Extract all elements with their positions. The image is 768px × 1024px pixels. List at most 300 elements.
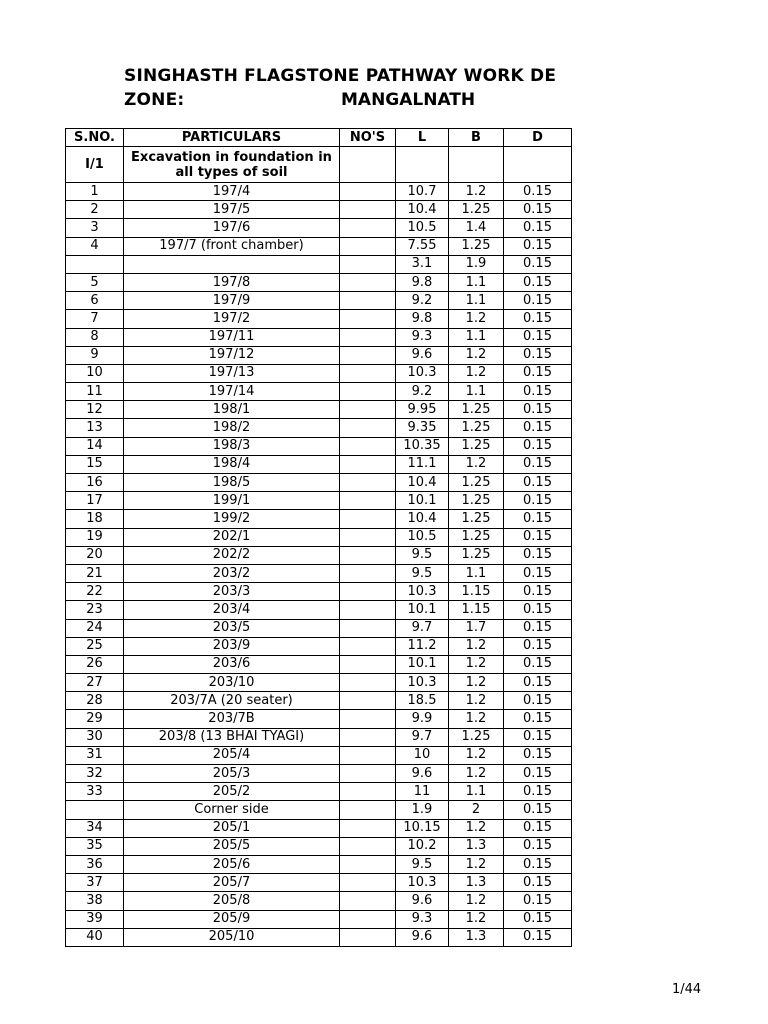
cell-depth: 0.15 <box>504 328 572 346</box>
cell-length: 10.5 <box>396 219 449 237</box>
cell-depth: 0.15 <box>504 728 572 746</box>
table-row <box>66 383 572 401</box>
cell-breadth: 1.15 <box>449 583 504 601</box>
cell-length: 10.3 <box>396 364 449 382</box>
cell-sno: 29 <box>66 710 124 728</box>
cell-sno: 2 <box>66 201 124 219</box>
cell-length: 9.5 <box>396 855 449 873</box>
cell-particulars: 203/6 <box>124 655 340 673</box>
cell-length: 10.4 <box>396 201 449 219</box>
cell-particulars: 205/8 <box>124 892 340 910</box>
cell-breadth: 1.2 <box>449 183 504 201</box>
cell-breadth: 1.25 <box>449 237 504 255</box>
table-row <box>66 237 572 255</box>
cell-length: 10.3 <box>396 583 449 601</box>
cell-particulars: 203/2 <box>124 564 340 582</box>
cell-breadth: 1.25 <box>449 201 504 219</box>
table-row <box>66 310 572 328</box>
table-row <box>66 510 572 528</box>
cell-breadth: 1.25 <box>449 474 504 492</box>
cell-length: 10.5 <box>396 528 449 546</box>
cell-particulars: 205/2 <box>124 783 340 801</box>
cell-nos <box>340 255 396 273</box>
cell-particulars: 203/8 (13 BHAI TYAGI) <box>124 728 340 746</box>
cell-length: 9.6 <box>396 928 449 946</box>
cell-nos <box>340 546 396 564</box>
cell-depth: 0.15 <box>504 674 572 692</box>
cell-nos <box>340 383 396 401</box>
cell-sno: 19 <box>66 528 124 546</box>
cell-particulars: 197/14 <box>124 383 340 401</box>
cell-sno: 12 <box>66 401 124 419</box>
cell-particulars: 197/12 <box>124 346 340 364</box>
cell-depth: 0.15 <box>504 401 572 419</box>
table-row <box>66 765 572 783</box>
cell-breadth: 1.1 <box>449 564 504 582</box>
table-row <box>66 928 572 946</box>
cell-depth: 0.15 <box>504 619 572 637</box>
table-row <box>66 546 572 564</box>
cell-nos <box>340 874 396 892</box>
cell-sno: 15 <box>66 455 124 473</box>
table-row <box>66 437 572 455</box>
section-particulars: Excavation in foundation in all types of soil <box>124 147 340 183</box>
cell-breadth: 1.25 <box>449 419 504 437</box>
cell-length: 9.7 <box>396 728 449 746</box>
cell-length: 10.4 <box>396 510 449 528</box>
cell-length: 9.2 <box>396 383 449 401</box>
cell-breadth: 1.3 <box>449 928 504 946</box>
table-row <box>66 619 572 637</box>
table-row <box>66 183 572 201</box>
cell-breadth: 1.7 <box>449 619 504 637</box>
cell-depth: 0.15 <box>504 819 572 837</box>
table-row <box>66 292 572 310</box>
cell-particulars: 205/4 <box>124 746 340 764</box>
cell-depth: 0.15 <box>504 855 572 873</box>
table-row <box>66 474 572 492</box>
cell-depth: 0.15 <box>504 437 572 455</box>
cell-breadth: 1.4 <box>449 219 504 237</box>
cell-breadth: 1.2 <box>449 455 504 473</box>
cell-sno: 31 <box>66 746 124 764</box>
cell-depth: 0.15 <box>504 746 572 764</box>
cell-breadth: 1.1 <box>449 273 504 291</box>
cell-particulars: 197/7 (front chamber) <box>124 237 340 255</box>
cell-nos <box>340 237 396 255</box>
cell-nos <box>340 183 396 201</box>
cell-depth: 0.15 <box>504 455 572 473</box>
table-row <box>66 892 572 910</box>
cell-breadth: 1.2 <box>449 710 504 728</box>
cell-length: 10.3 <box>396 674 449 692</box>
cell-nos <box>340 674 396 692</box>
zone-label: ZONE: <box>124 90 185 110</box>
cell-nos <box>340 201 396 219</box>
cell-length: 10.1 <box>396 492 449 510</box>
cell-sno: 9 <box>66 346 124 364</box>
cell-nos <box>340 619 396 637</box>
cell-nos <box>340 783 396 801</box>
cell-length: 10.15 <box>396 819 449 837</box>
cell-breadth: 1.9 <box>449 255 504 273</box>
cell-particulars: 198/1 <box>124 401 340 419</box>
section-nos <box>340 147 396 183</box>
cell-breadth: 1.2 <box>449 674 504 692</box>
cell-sno: 34 <box>66 819 124 837</box>
cell-nos <box>340 601 396 619</box>
cell-nos <box>340 655 396 673</box>
cell-length: 9.2 <box>396 292 449 310</box>
cell-sno: 8 <box>66 328 124 346</box>
cell-length: 9.5 <box>396 546 449 564</box>
cell-depth: 0.15 <box>504 765 572 783</box>
cell-breadth: 1.2 <box>449 655 504 673</box>
cell-sno: 16 <box>66 474 124 492</box>
table-row <box>66 364 572 382</box>
cell-depth: 0.15 <box>504 801 572 819</box>
cell-nos <box>340 437 396 455</box>
cell-particulars: 197/4 <box>124 183 340 201</box>
header-breadth: B <box>449 129 504 147</box>
table-row <box>66 455 572 473</box>
cell-length: 3.1 <box>396 255 449 273</box>
cell-depth: 0.15 <box>504 183 572 201</box>
cell-depth: 0.15 <box>504 237 572 255</box>
cell-nos <box>340 692 396 710</box>
cell-breadth: 1.15 <box>449 601 504 619</box>
cell-depth: 0.15 <box>504 364 572 382</box>
cell-depth: 0.15 <box>504 874 572 892</box>
cell-depth: 0.15 <box>504 892 572 910</box>
cell-nos <box>340 910 396 928</box>
cell-particulars: 199/2 <box>124 510 340 528</box>
cell-sno: 13 <box>66 419 124 437</box>
cell-sno <box>66 255 124 273</box>
cell-length: 9.95 <box>396 401 449 419</box>
cell-particulars: 205/6 <box>124 855 340 873</box>
cell-breadth: 1.25 <box>449 437 504 455</box>
cell-length: 11 <box>396 783 449 801</box>
cell-depth: 0.15 <box>504 928 572 946</box>
cell-nos <box>340 728 396 746</box>
cell-particulars: 197/8 <box>124 273 340 291</box>
cell-nos <box>340 710 396 728</box>
cell-depth: 0.15 <box>504 255 572 273</box>
cell-depth: 0.15 <box>504 564 572 582</box>
cell-breadth: 1.25 <box>449 401 504 419</box>
table-row <box>66 801 572 819</box>
cell-length: 10.1 <box>396 601 449 619</box>
cell-length: 1.9 <box>396 801 449 819</box>
document-title: SINGHASTH FLAGSTONE PATHWAY WORK DE <box>124 66 557 86</box>
cell-nos <box>340 364 396 382</box>
cell-particulars: 203/10 <box>124 674 340 692</box>
cell-length: 9.6 <box>396 892 449 910</box>
cell-sno: 28 <box>66 692 124 710</box>
cell-breadth: 1.3 <box>449 874 504 892</box>
section-l <box>396 147 449 183</box>
cell-particulars: 205/7 <box>124 874 340 892</box>
cell-particulars: 197/5 <box>124 201 340 219</box>
header-row <box>66 129 572 147</box>
table-row <box>66 692 572 710</box>
cell-nos <box>340 346 396 364</box>
cell-sno: 30 <box>66 728 124 746</box>
cell-breadth: 1.2 <box>449 910 504 928</box>
cell-depth: 0.15 <box>504 383 572 401</box>
cell-particulars: 202/1 <box>124 528 340 546</box>
cell-nos <box>340 310 396 328</box>
cell-sno: 4 <box>66 237 124 255</box>
cell-particulars: 197/9 <box>124 292 340 310</box>
cell-particulars: 202/2 <box>124 546 340 564</box>
table-row <box>66 674 572 692</box>
cell-depth: 0.15 <box>504 273 572 291</box>
header-length: L <box>396 129 449 147</box>
table-row <box>66 910 572 928</box>
cell-breadth: 1.25 <box>449 528 504 546</box>
cell-depth: 0.15 <box>504 583 572 601</box>
cell-depth: 0.15 <box>504 837 572 855</box>
cell-sno: 23 <box>66 601 124 619</box>
cell-nos <box>340 528 396 546</box>
cell-sno: 10 <box>66 364 124 382</box>
table-row <box>66 874 572 892</box>
table-row <box>66 255 572 273</box>
cell-breadth: 1.2 <box>449 765 504 783</box>
section-row <box>66 147 572 183</box>
cell-sno: 32 <box>66 765 124 783</box>
cell-depth: 0.15 <box>504 492 572 510</box>
cell-breadth: 1.2 <box>449 637 504 655</box>
cell-depth: 0.15 <box>504 655 572 673</box>
cell-nos <box>340 819 396 837</box>
cell-nos <box>340 474 396 492</box>
cell-nos <box>340 746 396 764</box>
table-row <box>66 492 572 510</box>
header-depth: D <box>504 129 572 147</box>
cell-particulars: 203/5 <box>124 619 340 637</box>
table-row <box>66 419 572 437</box>
cell-particulars: 198/3 <box>124 437 340 455</box>
cell-breadth: 1.3 <box>449 837 504 855</box>
cell-sno: 25 <box>66 637 124 655</box>
cell-breadth: 1.2 <box>449 892 504 910</box>
cell-depth: 0.15 <box>504 346 572 364</box>
section-sno: I/1 <box>66 147 124 183</box>
cell-particulars: 203/3 <box>124 583 340 601</box>
cell-depth: 0.15 <box>504 510 572 528</box>
cell-length: 11.2 <box>396 637 449 655</box>
cell-length: 9.8 <box>396 273 449 291</box>
cell-sno <box>66 801 124 819</box>
cell-breadth: 1.2 <box>449 364 504 382</box>
table-row <box>66 564 572 582</box>
cell-sno: 21 <box>66 564 124 582</box>
cell-sno: 1 <box>66 183 124 201</box>
cell-length: 10.2 <box>396 837 449 855</box>
header-sno: S.NO. <box>66 129 124 147</box>
cell-sno: 3 <box>66 219 124 237</box>
cell-length: 9.3 <box>396 328 449 346</box>
table-row <box>66 328 572 346</box>
cell-depth: 0.15 <box>504 419 572 437</box>
cell-nos <box>340 801 396 819</box>
cell-sno: 24 <box>66 619 124 637</box>
cell-nos <box>340 419 396 437</box>
cell-sno: 20 <box>66 546 124 564</box>
cell-breadth: 1.25 <box>449 546 504 564</box>
table-row <box>66 655 572 673</box>
cell-nos <box>340 892 396 910</box>
header-particulars: PARTICULARS <box>124 129 340 147</box>
cell-sno: 33 <box>66 783 124 801</box>
cell-particulars <box>124 255 340 273</box>
cell-depth: 0.15 <box>504 692 572 710</box>
cell-length: 9.6 <box>396 765 449 783</box>
cell-particulars: 198/2 <box>124 419 340 437</box>
cell-nos <box>340 564 396 582</box>
cell-length: 10.1 <box>396 655 449 673</box>
cell-sno: 35 <box>66 837 124 855</box>
cell-particulars: Corner side <box>124 801 340 819</box>
table-row <box>66 583 572 601</box>
header-nos: NO'S <box>340 129 396 147</box>
cell-particulars: 198/5 <box>124 474 340 492</box>
cell-particulars: 198/4 <box>124 455 340 473</box>
cell-nos <box>340 765 396 783</box>
cell-sno: 11 <box>66 383 124 401</box>
cell-particulars: 205/5 <box>124 837 340 855</box>
cell-breadth: 1.2 <box>449 855 504 873</box>
table-row <box>66 219 572 237</box>
cell-nos <box>340 455 396 473</box>
cell-nos <box>340 328 396 346</box>
cell-sno: 37 <box>66 874 124 892</box>
table-row <box>66 855 572 873</box>
cell-depth: 0.15 <box>504 528 572 546</box>
cell-sno: 27 <box>66 674 124 692</box>
table-row <box>66 746 572 764</box>
cell-length: 10.4 <box>396 474 449 492</box>
cell-breadth: 1.2 <box>449 346 504 364</box>
cell-sno: 6 <box>66 292 124 310</box>
cell-sno: 17 <box>66 492 124 510</box>
cell-nos <box>340 292 396 310</box>
cell-sno: 5 <box>66 273 124 291</box>
cell-breadth: 1.1 <box>449 383 504 401</box>
cell-sno: 18 <box>66 510 124 528</box>
cell-length: 9.6 <box>396 346 449 364</box>
cell-breadth: 1.2 <box>449 746 504 764</box>
cell-breadth: 1.25 <box>449 492 504 510</box>
cell-sno: 7 <box>66 310 124 328</box>
section-b <box>449 147 504 183</box>
section-d <box>504 147 572 183</box>
cell-particulars: 197/2 <box>124 310 340 328</box>
cell-breadth: 1.25 <box>449 728 504 746</box>
cell-breadth: 2 <box>449 801 504 819</box>
cell-length: 9.8 <box>396 310 449 328</box>
cell-sno: 36 <box>66 855 124 873</box>
cell-depth: 0.15 <box>504 601 572 619</box>
cell-sno: 26 <box>66 655 124 673</box>
cell-length: 10 <box>396 746 449 764</box>
cell-breadth: 1.2 <box>449 819 504 837</box>
cell-depth: 0.15 <box>504 910 572 928</box>
cell-sno: 14 <box>66 437 124 455</box>
cell-breadth: 1.1 <box>449 292 504 310</box>
cell-particulars: 205/10 <box>124 928 340 946</box>
cell-nos <box>340 855 396 873</box>
table-row <box>66 837 572 855</box>
cell-particulars: 205/1 <box>124 819 340 837</box>
table-row <box>66 783 572 801</box>
cell-particulars: 199/1 <box>124 492 340 510</box>
table-row <box>66 401 572 419</box>
cell-sno: 22 <box>66 583 124 601</box>
cell-depth: 0.15 <box>504 310 572 328</box>
cell-length: 10.7 <box>396 183 449 201</box>
cell-particulars: 203/7B <box>124 710 340 728</box>
cell-particulars: 197/6 <box>124 219 340 237</box>
table-row <box>66 601 572 619</box>
table-row <box>66 728 572 746</box>
cell-breadth: 1.2 <box>449 310 504 328</box>
cell-length: 18.5 <box>396 692 449 710</box>
cell-breadth: 1.25 <box>449 510 504 528</box>
cell-length: 10.35 <box>396 437 449 455</box>
cell-depth: 0.15 <box>504 201 572 219</box>
cell-nos <box>340 637 396 655</box>
cell-length: 9.3 <box>396 910 449 928</box>
cell-particulars: 197/13 <box>124 364 340 382</box>
cell-nos <box>340 273 396 291</box>
cell-sno: 39 <box>66 910 124 928</box>
cell-breadth: 1.2 <box>449 692 504 710</box>
cell-length: 9.5 <box>396 564 449 582</box>
table-row <box>66 528 572 546</box>
table-row <box>66 201 572 219</box>
cell-particulars: 203/7A (20 seater) <box>124 692 340 710</box>
cell-sno: 40 <box>66 928 124 946</box>
cell-nos <box>340 928 396 946</box>
page-number: 1/44 <box>672 982 702 997</box>
cell-particulars: 205/9 <box>124 910 340 928</box>
cell-particulars: 205/3 <box>124 765 340 783</box>
cell-sno: 38 <box>66 892 124 910</box>
cell-particulars: 197/11 <box>124 328 340 346</box>
cell-depth: 0.15 <box>504 783 572 801</box>
cell-depth: 0.15 <box>504 710 572 728</box>
cell-nos <box>340 219 396 237</box>
cell-depth: 0.15 <box>504 219 572 237</box>
cell-breadth: 1.1 <box>449 783 504 801</box>
cell-length: 9.35 <box>396 419 449 437</box>
table-row <box>66 273 572 291</box>
table-row <box>66 819 572 837</box>
cell-nos <box>340 837 396 855</box>
cell-length: 9.7 <box>396 619 449 637</box>
cell-depth: 0.15 <box>504 474 572 492</box>
measurement-table <box>65 128 572 947</box>
table-row <box>66 637 572 655</box>
table-row <box>66 346 572 364</box>
cell-breadth: 1.1 <box>449 328 504 346</box>
cell-depth: 0.15 <box>504 546 572 564</box>
cell-nos <box>340 583 396 601</box>
